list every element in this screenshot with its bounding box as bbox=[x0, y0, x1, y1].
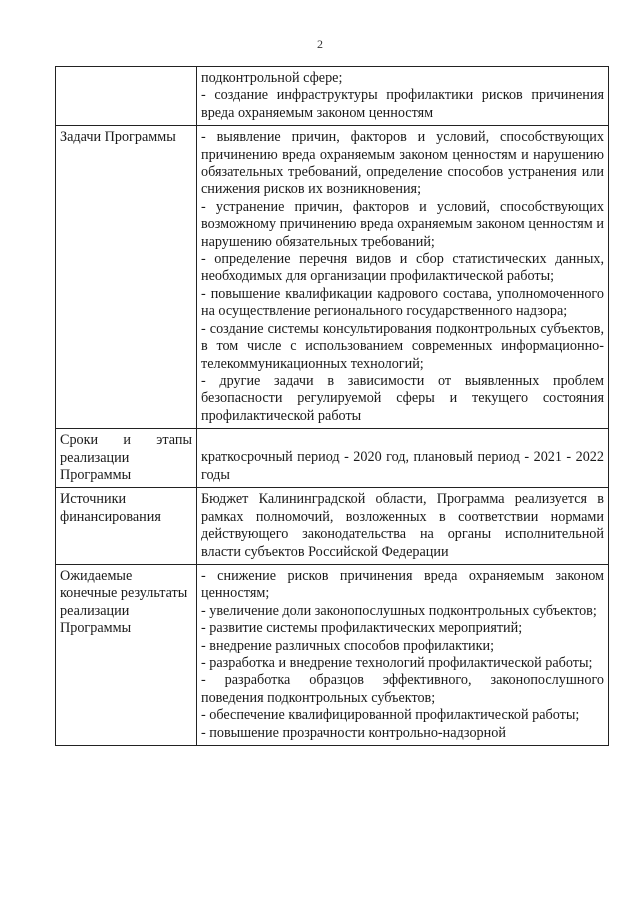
table-row bbox=[56, 564, 609, 745]
list-item: - определение перечня видов и сбор статистических данных, необходимых для организации профилактической работы; bbox=[201, 251, 604, 285]
program-passport-table bbox=[55, 66, 609, 746]
list-item: - выявление причин, факторов и условий, способствующих причинению вреда охраняемым законом ценностям и нарушению обязательных требований, определение способов устранения или снижения рисков их возникновения; bbox=[201, 129, 604, 198]
table-row bbox=[56, 429, 609, 488]
row-content-cell bbox=[197, 488, 609, 565]
table-row bbox=[56, 126, 609, 429]
row-content-cell bbox=[197, 67, 609, 126]
list-item: - разработка и внедрение технологий профилактической работы; bbox=[201, 655, 593, 671]
list-item: - создание инфраструктуры профилактики рисков причинения вреда охраняемым законом ценностям bbox=[201, 87, 604, 121]
list-item: - обеспечение квалифицированной профилактической работы; bbox=[201, 707, 580, 724]
list-item: Бюджет Калининградской области, Программа реализуется в рамках полномочий, возложенных в соответствии нормами действующего законодательства на органы исполнительной власти субъектов Российской Федерации bbox=[201, 491, 604, 560]
list-item: - повышение прозрачности контрольно-надзорной bbox=[201, 724, 506, 741]
row-content-cell bbox=[197, 564, 609, 745]
row-label: Сроки и этапы реализации Программы bbox=[60, 432, 192, 483]
list-item: - другие задачи в зависимости от выявленных проблем безопасности регулируемой сферы и текущего состояния профилактической работы bbox=[201, 372, 604, 424]
row-label: Задачи Программы bbox=[60, 129, 176, 146]
page-number: 2 bbox=[317, 37, 323, 51]
list-item: подконтрольной сфере; bbox=[201, 70, 343, 86]
row-content-cell bbox=[197, 126, 609, 429]
list-item: краткосрочный период - 2020 год, плановый период - 2021 - 2022 годы bbox=[201, 449, 604, 483]
list-item: - создание системы консультирования подконтрольных субъектов, в том числе с использованием современных информационно-телекоммуникационных технологий; bbox=[201, 320, 604, 372]
row-label-cell bbox=[56, 67, 197, 126]
row-label-cell bbox=[56, 564, 197, 745]
row-label: Источники финансирования bbox=[60, 491, 161, 525]
table-row bbox=[56, 67, 609, 126]
list-item: - развитие системы профилактических мероприятий; bbox=[201, 620, 523, 637]
row-label: Ожидаемые конечные результаты реализации Программы bbox=[60, 567, 188, 637]
row-label-cell bbox=[56, 429, 197, 488]
list-item: - разработка образцов эффективного, законопослушного поведения подконтрольных субъектов; bbox=[201, 672, 604, 706]
list-item: - повышение квалификации кадрового состава, уполномоченного на осуществление регионального государственного надзора; bbox=[201, 285, 604, 320]
row-label-cell bbox=[56, 126, 197, 429]
list-item: - устранение причин, факторов и условий, способствующих возможному причинению вреда охраняемым законом ценностям и нарушению обязательных требований; bbox=[201, 198, 604, 250]
list-item: - внедрение различных способов профилактики; bbox=[201, 637, 495, 654]
row-label-cell bbox=[56, 488, 197, 565]
row-content-cell bbox=[197, 429, 609, 488]
list-item: - снижение рисков причинения вреда охраняемым законом ценностям; bbox=[201, 567, 604, 602]
table-row bbox=[56, 488, 609, 565]
list-item: - увеличение доли законопослушных подконтрольных субъектов; bbox=[201, 602, 597, 619]
